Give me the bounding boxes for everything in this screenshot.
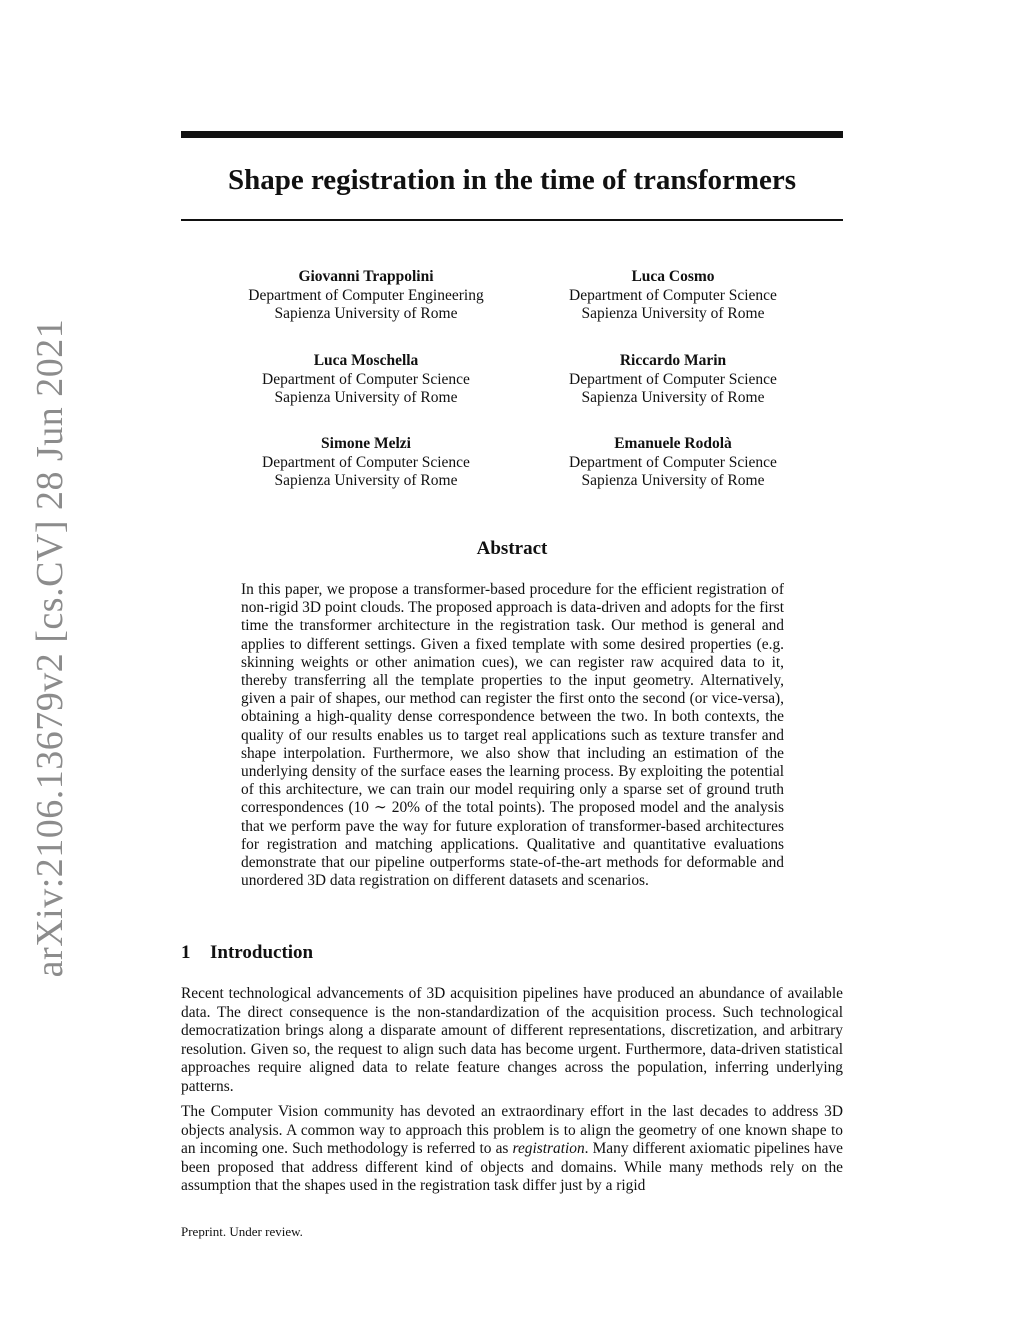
author-block	[520, 435, 826, 491]
author-block	[222, 268, 510, 324]
title-rule-top	[181, 131, 843, 138]
paper-title: Shape registration in the time of transformers	[227, 164, 797, 196]
emphasis-term: registration	[512, 1140, 585, 1158]
author-affiliation: Sapienza University of Rome	[581, 305, 765, 322]
title-rule-bottom	[181, 219, 843, 221]
intro-paragraph: Recent technological advancements of 3D acquisition pipelines have produced an abundance of available data. The direct consequence is the non-standardization of the acquisition process. Such technological democratization brings along a disparate amount of different representations, discretization, and arbitrary resolution. Given so, the request to align such data has become urgent. Furthermore, data-driven statistical approaches require aligned data to relate feature changes across the population, inferring underlying patterns.	[181, 985, 843, 1095]
author-department: Department of Computer Science	[569, 370, 777, 388]
author-name: Emanuele Rodolà	[614, 435, 732, 452]
paragraph-text: . Many different axiomatic pipelines have been proposed that address different kind of objects and domains. While many methods rely on the assumption that the shapes used in the registration task differ just by a rigid	[181, 1140, 843, 1195]
abstract-text: In this paper, we propose a transformer-based procedure for the efficient registration of non-rigid 3D point clouds. The proposed approach is data-driven and adopts for the first time the transformer architecture in the registration task. Our method is general and applies to different settings. Given a fixed template with some desired properties (e.g. skinning weights or other animation cues), we can register raw acquired data to it, thereby transferring all the template properties to the input geometry. Alternatively, given a pair of shapes, our method can register the first onto the second (or vice-versa), obtaining a high-quality dense correspondence between the two. In both contexts, the quality of our results enables us to target real applications such as texture transfer and shape interpolation. Furthermore, we also show that including an estimation of the underlying density of the surface eases the learning process. By exploiting the potential of this architecture, we can train our model requiring only a sparse set of ground truth correspondences (10 ∼ 20% of the total points). The proposed model and the analysis that we perform pave the way for future exploration of transformer-based architectures for registration and matching applications. Qualitative and quantitative evaluations demonstrate that our pipeline outperforms state-of-the-art methods for deformable and unordered 3D data registration on different datasets and scenarios.	[241, 581, 784, 890]
author-department: Department of Computer Science	[569, 286, 777, 304]
author-affiliation: Sapienza University of Rome	[274, 472, 458, 489]
section-heading	[181, 941, 843, 965]
author-name: Riccardo Marin	[619, 352, 727, 369]
author-block	[520, 268, 826, 324]
abstract-heading: Abstract	[476, 538, 548, 559]
section-number: 1	[181, 942, 191, 963]
author-name: Giovanni Trappolini	[298, 268, 434, 285]
intro-paragraph	[181, 1103, 843, 1196]
author-block	[222, 352, 510, 408]
author-affiliation: Sapienza University of Rome	[581, 472, 765, 489]
author-block	[222, 435, 510, 491]
author-name: Simone Melzi	[321, 435, 411, 452]
section-title: Introduction	[210, 942, 314, 963]
author-block	[520, 352, 826, 408]
author-affiliation: Sapienza University of Rome	[274, 305, 458, 322]
author-department: Department of Computer Engineering	[248, 286, 484, 304]
author-affiliation: Sapienza University of Rome	[581, 389, 765, 406]
author-name: Luca Moschella	[313, 352, 419, 369]
author-department: Department of Computer Science	[569, 453, 777, 471]
arxiv-identifier-stamp: arXiv:2106.13679v2 [cs.CV] 28 Jun 2021	[29, 318, 71, 978]
author-department: Department of Computer Science	[262, 453, 470, 471]
author-name: Luca Cosmo	[631, 268, 715, 285]
author-affiliation: Sapienza University of Rome	[274, 389, 458, 406]
paragraph-text: The Computer Vision community has devoted an extraordinary effort in the last decades to address 3D objects analysis. A common way to approach this problem is to align the geometry of one known shape to an incoming one. Such methodology is referred to as	[181, 1103, 843, 1158]
author-department: Department of Computer Science	[262, 370, 470, 388]
footer-note: Preprint. Under review.	[181, 1224, 303, 1239]
